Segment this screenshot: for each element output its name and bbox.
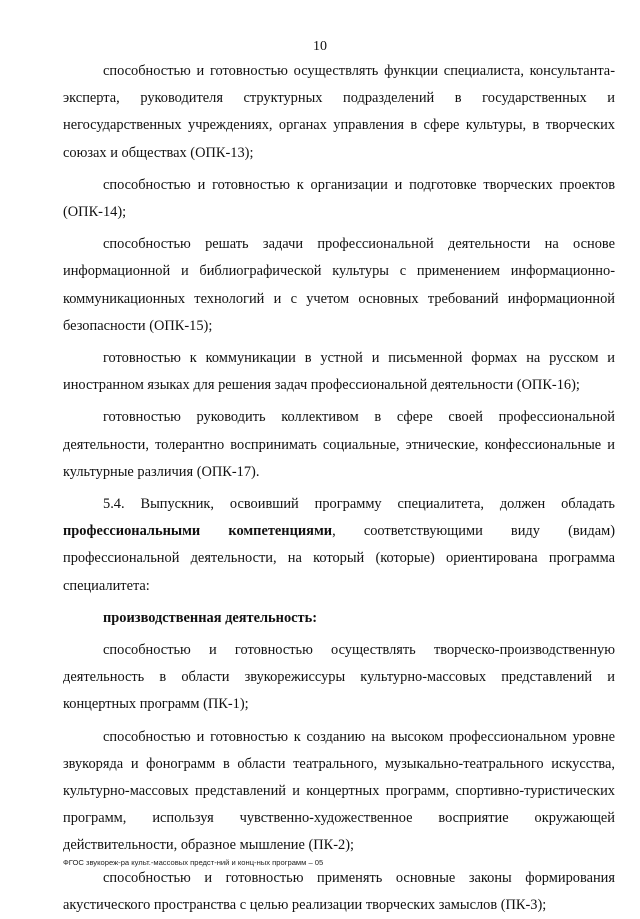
section-5-4-intro: 5.4. Выпускник, освоивший программу специалитета, должен обладать <box>103 496 615 513</box>
paragraph-opk15: способностью решать задачи профессиональной деятельности на основе информационной и библиографической культуры с применением информационно-коммуникационных технологий и с учетом основных требований информационной безопасности (ОПК-15); <box>63 236 615 334</box>
section-5-4-rest: , соответствующими виду (видам) профессиональной деятельности, на который (которые) ориентирована программа специалитета: <box>63 523 615 594</box>
paragraph-opk17: готовностью руководить коллективом в сфере своей профессиональной деятельности, толерантно воспринимать социальные, этнические, конфессиональные и культурные различия (ОПК-17). <box>63 409 615 480</box>
page-number: 10 <box>313 39 327 54</box>
paragraph-opk14: способностью и готовностью к организации и подготовке творческих проектов (ОПК-14); <box>63 176 615 221</box>
subheading-production-activity: производственная деятельность: <box>103 609 318 626</box>
paragraph-pk1: способностью и готовностью осуществлять творческо-производственную деятельность в области звукорежиссуры культурно-массовых представлений и концертных программ (ПК-1); <box>63 642 615 713</box>
section-5-4-bold-term: профессиональными компетенциями <box>63 523 333 540</box>
paragraph-opk13: способностью и готовностью осуществлять функции специалиста, консультанта-эксперта, руководителя структурных подразделений в государственных и негосударственных учреждениях, органах управления в сфере культуры, в творческих союзах и обществах (ОПК-13); <box>63 63 615 161</box>
paragraph-pk2: способностью и готовностью к созданию на высоком профессиональном уровне звукоряда и фонограмм в области театрального, музыкально-театрального искусства, культурно-массовых представлений и концертных программ, спортивно-туристических программ, используя чувственно-художественное восприятие окружающей действительности, образное мышление (ПК-2); <box>63 728 615 854</box>
paragraph-section-5-4 <box>63 491 615 600</box>
page-footer: ФГОС звукореж-ра культ.-массовых предст-ний и конц-ных программ – 05 <box>63 858 324 867</box>
paragraph-opk16: готовностью к коммуникации в устной и письменной формах на русском и иностранном языках для решения задач профессиональной деятельности (ОПК-16); <box>63 350 615 394</box>
document-body <box>63 58 615 919</box>
paragraph-pk3: способностью и готовностью применять основные законы формирования акустического пространства с целью реализации творческих замыслов (ПК-3); <box>63 869 615 913</box>
